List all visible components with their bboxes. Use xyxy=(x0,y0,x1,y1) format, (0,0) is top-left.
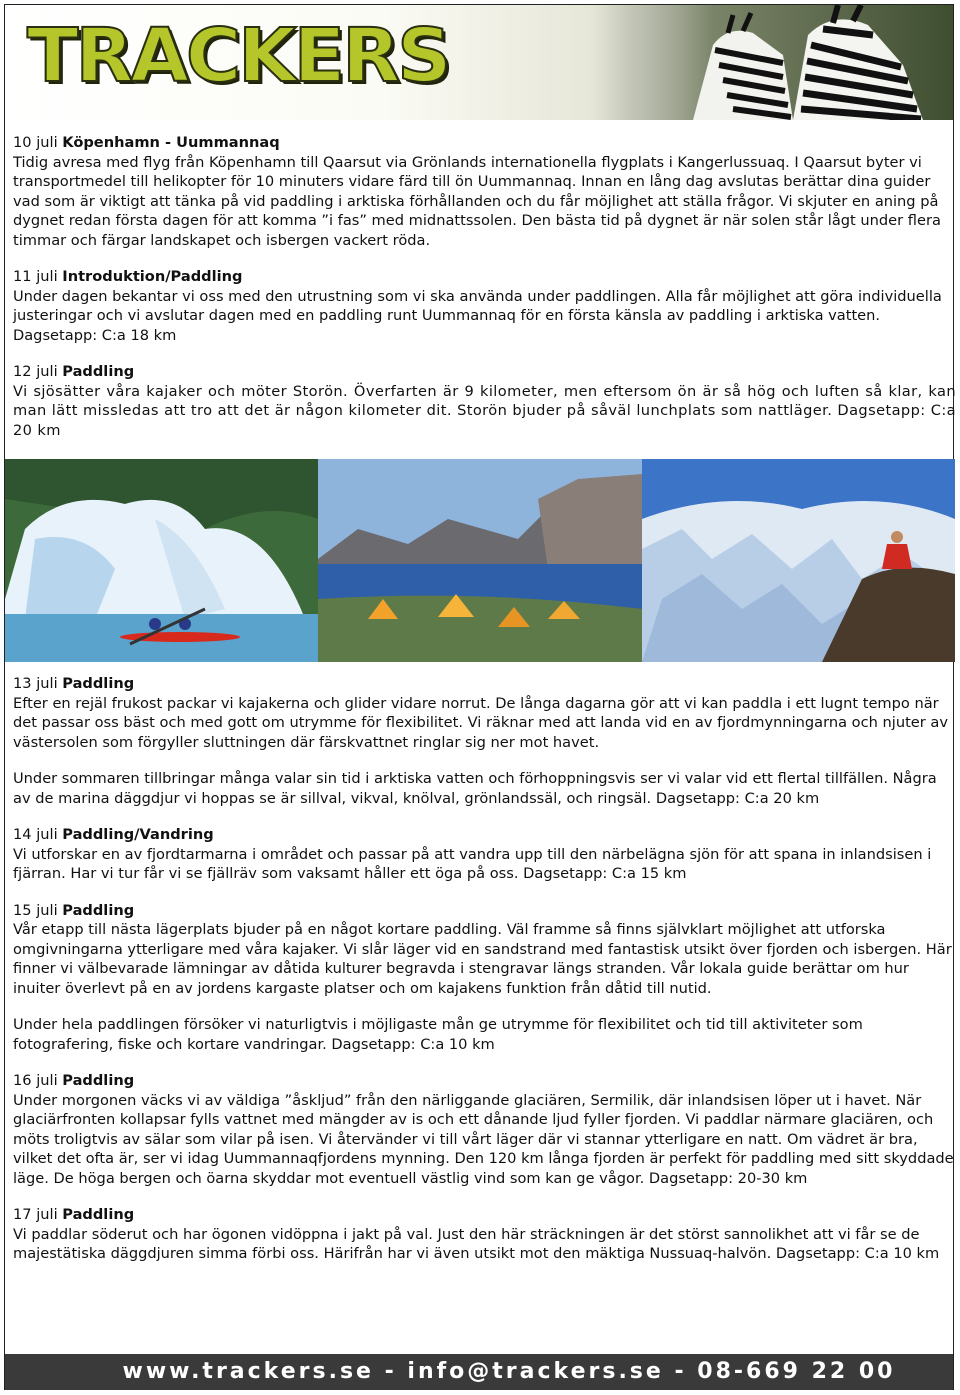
day-description: Vi sjösätter våra kajaker och möter Storön. Överfarten är 9 kilometer, men eftersom ön är så hög och luften så klar, kan man lätt missledas att tro att det är någon kilometer dit. Storön bjuder på såväl lunchplats som nattläger. Dagsetapp: C:a 20 km xyxy=(13,382,956,439)
day-title: Paddling/Vandring xyxy=(62,826,214,843)
day-description: Under sommaren tillbringar många valar sin tid i arktiska vatten och förhoppningsvis ser vi valar vid ett flertal tillfällen. Några av de marina däggdjur vi hoppas se är sillval, vikval, knölval, grönlandssäl, och ringsäl. Dagsetapp: C:a 20 km xyxy=(13,770,937,807)
day-heading xyxy=(13,825,956,845)
day-heading xyxy=(13,1071,956,1091)
day-date: 11 juli xyxy=(13,268,58,285)
day-heading xyxy=(13,1205,956,1225)
itinerary-bottom xyxy=(13,674,956,1264)
contact-footer: www.trackers.se - info@trackers.se - 08-669 22 00 xyxy=(5,1354,953,1390)
day-date: 10 juli xyxy=(13,134,58,151)
day-17-juli xyxy=(13,1205,956,1264)
glacier-hiker-photo xyxy=(642,459,955,662)
trackers-logo: TRACKERS xyxy=(27,13,449,99)
day-heading xyxy=(13,362,956,382)
fjord-camp-photo xyxy=(318,459,642,662)
day-description: Tidig avresa med flyg från Köpenhamn till Qaarsut via Grönlands internationella flygplats i Kangerlussuaq. I Qaarsut byter vi transportmedel till helikopter för 10 minuters vidare färd till ön Uummannaq. Innan en lång dag avslutas berättar dina guider vad som är viktigt att tänka på vid paddling i arktiska förhållanden och du får möjlighet att ställa frågor. Vi skjuter en aning på dygnet redan första dagen för att komma ”i fas” med midnattssolen. Den bästa tid på dygnet är när solen står lågt under flera timmar och färgar landskapet och isbergen vackert röda. xyxy=(13,153,941,249)
day-date: 12 juli xyxy=(13,363,58,380)
day-13-juli xyxy=(13,674,956,808)
day-description: Vi utforskar en av fjordtarmarna i området och passar på att vandra upp till den närbelägna sjön för att spana in inlandsisen i fjärran. Har vi tur får vi se fjällräv som vaksamt håller ett öga på oss. Dagsetapp: C:a 15 km xyxy=(13,845,932,882)
zebra-photo xyxy=(633,5,953,120)
day-12-juli xyxy=(13,362,956,440)
day-title: Paddling xyxy=(62,901,135,919)
day-15-juli xyxy=(13,901,956,1055)
day-title: Introduktion/Paddling xyxy=(62,268,243,285)
day-title: Paddling xyxy=(62,675,135,692)
day-description: Vår etapp till nästa lägerplats bjuder på en något kortare paddling. Väl framme så finns självklart möjlighet att utforska omgivningarna ytterligare med våra kajaker. Vi slår läger vid en sandstrand med fantastisk utsikt över fjorden och isbergen. Här finner vi välbevarade lämningar av dåtida kulturer begravda i stengravar längs stranden. Vår lokala guide berättar om hur inuiter överlevt på en av jordens kargaste platser och om kajakens funktion från dåtid till nutid. xyxy=(13,921,952,997)
day-heading xyxy=(13,901,956,921)
day-title: Paddling xyxy=(62,1206,135,1223)
iceberg-kayak-photo xyxy=(5,459,318,662)
day-14-juli xyxy=(13,825,956,884)
day-11-juli xyxy=(13,267,956,345)
day-title: Köpenhamn - Uummannaq xyxy=(62,134,280,151)
day-date: 13 juli xyxy=(13,675,58,692)
day-description: Efter en rejäl frukost packar vi kajakerna och glider vidare norrut. De långa dagarna gör att vi kan paddla i ett lugnt tempo när det passar oss bäst och med gott om utrymme för flexibilitet. Vi räknar med att landa vid en av fjordmynningarna och njuter av västersolen som förgyller sluttningen där färskvattnet ringlar sig ner mot havet. xyxy=(13,694,948,751)
day-date: 16 juli xyxy=(13,1072,58,1089)
day-10-juli xyxy=(13,133,956,250)
itinerary-top xyxy=(13,133,956,440)
day-date: 17 juli xyxy=(13,1206,58,1223)
day-16-juli xyxy=(13,1071,956,1188)
photo-strip xyxy=(5,459,955,662)
day-description: Under hela paddlingen försöker vi naturligtvis i möjligaste mån ge utrymme för flexibilitet och tid till aktiviteter som fotografering, fiske och kortare vandringar. Dagsetapp: C:a 10 km xyxy=(13,1016,863,1053)
day-description: Vi paddlar söderut och har ögonen vidöppna i jakt på val. Just den här sträckningen är det störst sannolikhet att vi får se de majestätiska däggdjuren simma förbi oss. Härifrån har vi även utsikt mot den mäktiga Nussuaq-halvön. Dagsetapp: C:a 10 km xyxy=(13,1225,940,1262)
day-title: Paddling xyxy=(62,1072,135,1089)
day-heading xyxy=(13,674,956,694)
header-banner xyxy=(5,5,953,120)
day-date: 15 juli xyxy=(13,901,58,919)
day-date: 14 juli xyxy=(13,826,58,843)
day-title: Paddling xyxy=(62,363,135,380)
day-heading xyxy=(13,133,956,153)
day-description: Under morgonen väcks vi av väldiga ”åskljud” från den närliggande glaciären, Sermilik, där inlandsisen löper ut i havet. När glaciärfronten kollapsar fylls vattnet med mängder av is och ett dånande ljud fyller fjorden. Vi paddlar närmare glaciären, och möts troligtvis av sälar som vilar på isen. Vi återvänder vi till vårt läger där vi stannar ytterligare en natt. Om vädret är bra, vilket det ofta är, ser vi idag Uummannaqfjordens mynning. Den 120 km långa fjorden är perfekt för paddling med sitt skyddade läge. De höga bergen och öarna skyddar mot eventuell västlig vind som kan ge vågor. Dagsetapp: 20-30 km xyxy=(13,1091,954,1187)
day-description: Under dagen bekantar vi oss med den utrustning som vi ska använda under paddlingen. Alla får möjlighet att göra individuella justeringar och vi avslutar dagen med en paddling runt Uummannaq för en första känsla av paddling i arktiska vatten. Dagsetapp: C:a 18 km xyxy=(13,287,942,344)
day-heading xyxy=(13,267,956,287)
